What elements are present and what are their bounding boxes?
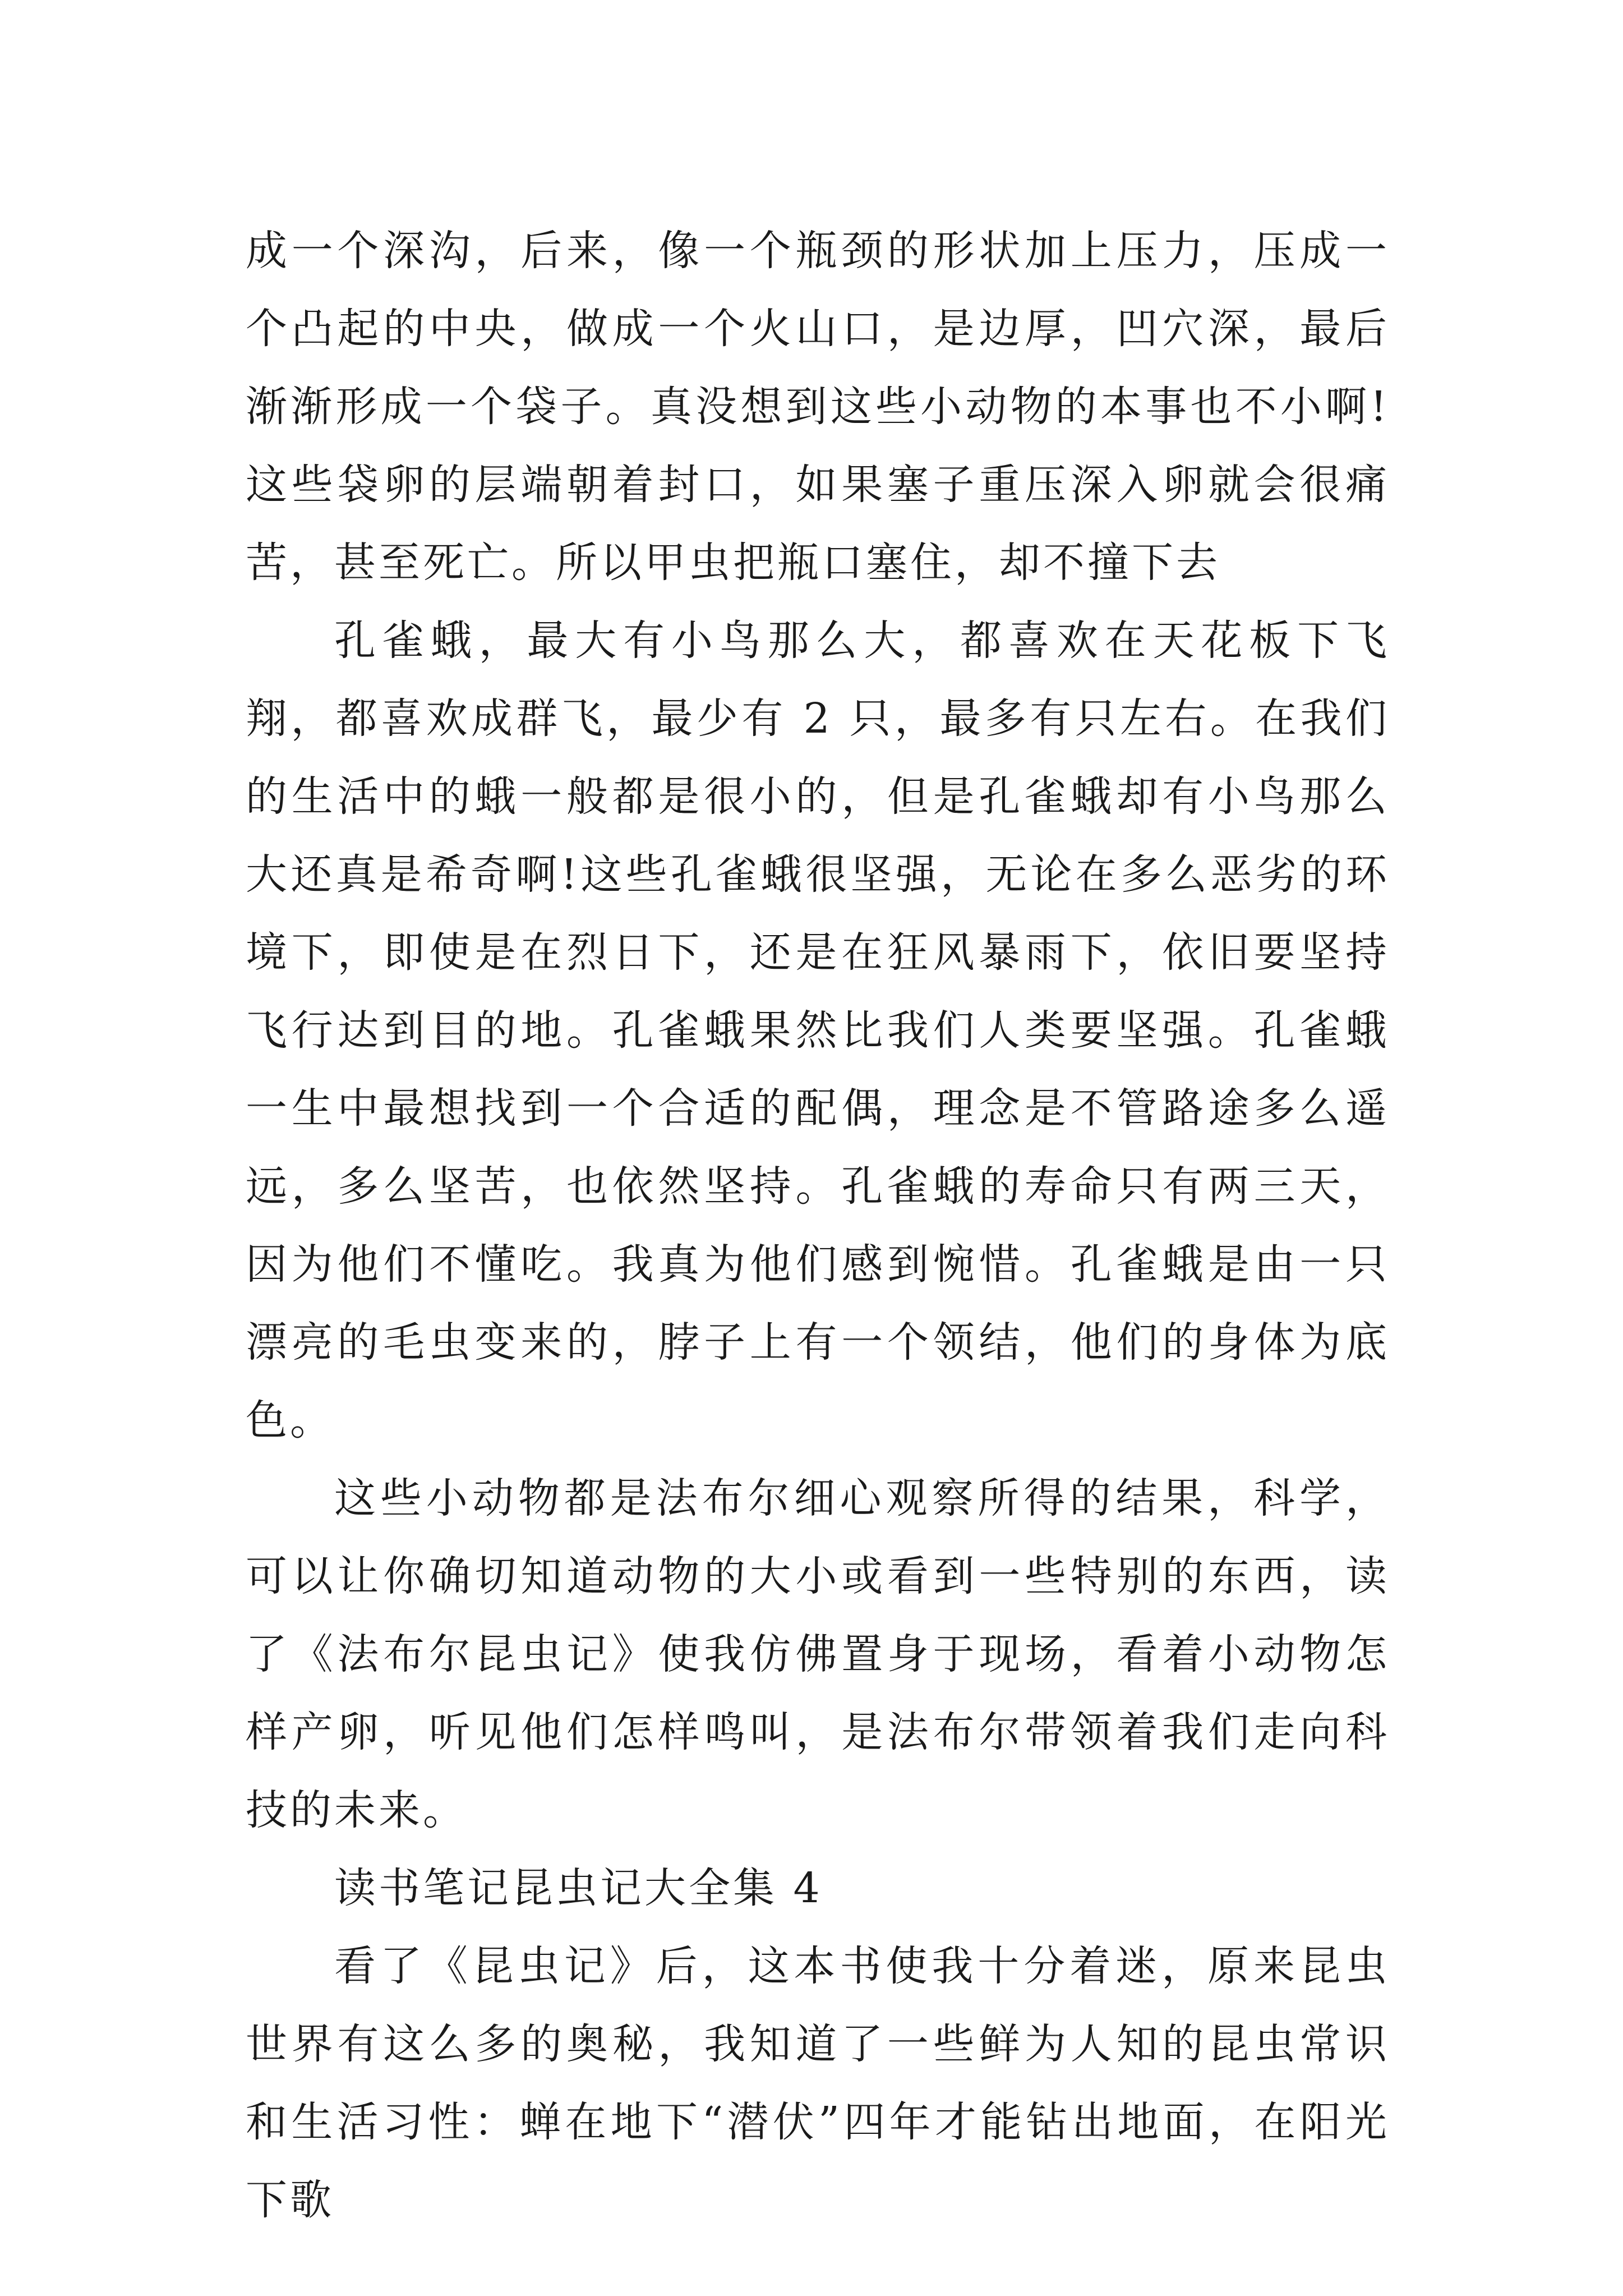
section-title: 读书笔记昆虫记大全集 4 [334, 1864, 823, 1912]
paragraph-3: 这些小动物都是法布尔细心观察所得的结果，科学，可以让你确切知道动物的大小或看到一些特别的东西，读了《法布尔昆虫记》使我仿佛置身于现场，看着小动物怎样产卵，听见他们怎样鸣叫，是法布尔带领着我们走向科技的未来。 [246, 1474, 1390, 1834]
paragraph-1: 成一个深沟，后来，像一个瓶颈的形状加上压力，压成一个凸起的中央，做成一个火山口，是边厚，凹穴深，最后渐渐形成一个袋子。真没想到这些小动物的本事也不小啊!这些袋卵的层端朝着封口，如果塞子重压深入卵就会很痛苦，甚至死亡。所以甲虫把瓶口塞住，却不撞下去 [246, 227, 1390, 587]
document-body [246, 212, 1390, 2239]
paragraph-2: 孔雀蛾，最大有小鸟那么大，都喜欢在天花板下飞翔，都喜欢成群飞，最少有 2 只，最多有只左右。在我们的生活中的蛾一般都是很小的，但是孔雀蛾却有小鸟那么大还真是希奇啊!这些孔雀蛾很坚强，无论在多么恶劣的环境下，即使是在烈日下，还是在狂风暴雨下，依旧要坚持飞行达到目的地。孔雀蛾果然比我们人类要坚强。孔雀蛾一生中最想找到一个合适的配偶，理念是不管路途多么遥远，多么坚苦，也依然坚持。孔雀蛾的寿命只有两三天，因为他们不懂吃。我真为他们感到惋惜。孔雀蛾是由一只漂亮的毛虫变来的，脖子上有一个领结，他们的身体为底色。 [246, 616, 1390, 1444]
paragraph-4: 看了《昆虫记》后，这本书使我十分着迷，原来昆虫世界有这么多的奥秘，我知道了一些鲜为人知的昆虫常识和生活习性：蝉在地下“潜伏”四年才能钻出地面，在阳光下歌 [246, 1942, 1390, 2224]
